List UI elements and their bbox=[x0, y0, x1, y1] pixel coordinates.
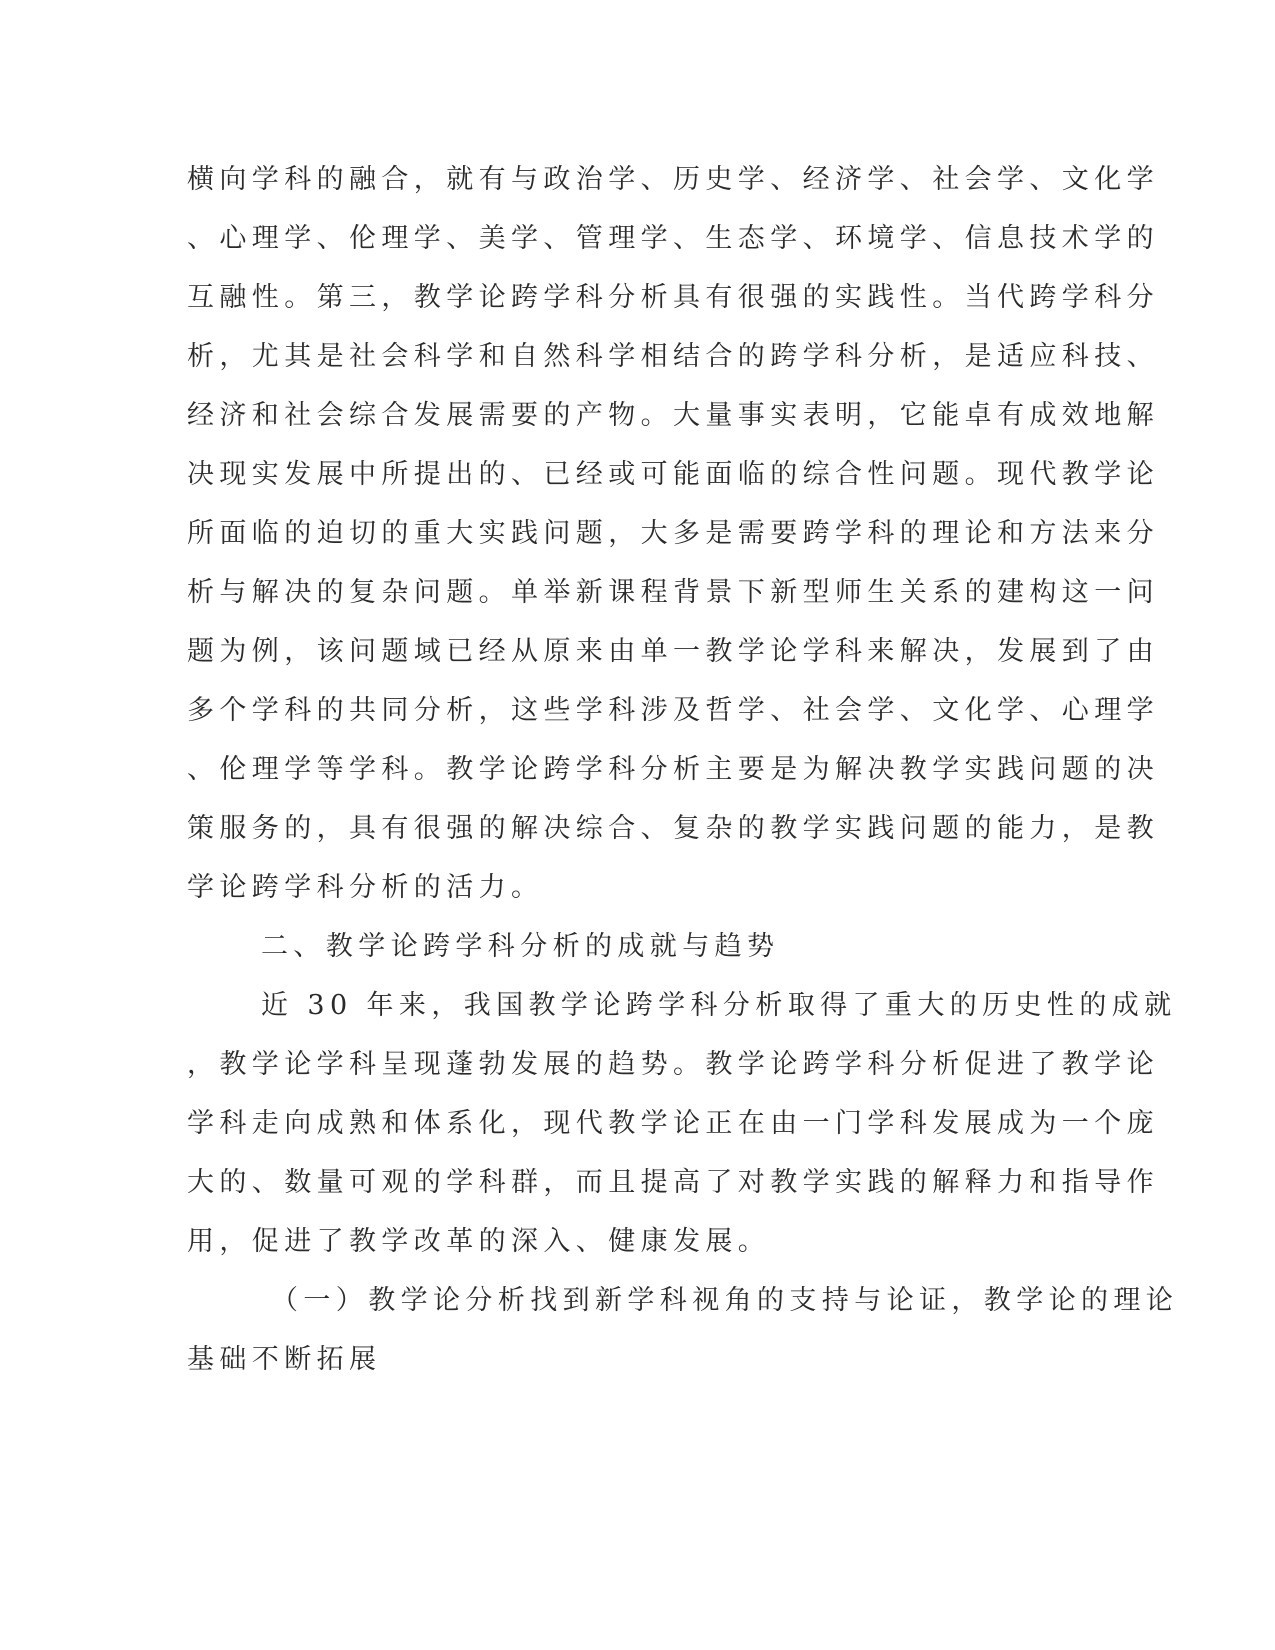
text-line: 题为例，该问题域已经从原来由单一教学论学科来解决，发展到了由 bbox=[187, 636, 1159, 667]
subsection-heading-continued: 基础不断拓展 bbox=[187, 1344, 382, 1375]
text-line: 学科走向成熟和体系化，现代教学论正在由一门学科发展成为一个庞 bbox=[187, 1108, 1159, 1139]
text-line: 近 30 年来，我国教学论跨学科分析取得了重大的历史性的成就 bbox=[261, 990, 1177, 1021]
text-line: 横向学科的融合，就有与政治学、历史学、经济学、社会学、文化学 bbox=[187, 164, 1159, 195]
text-line: 、伦理学等学科。教学论跨学科分析主要是为解决教学实践问题的决 bbox=[187, 754, 1159, 785]
text-line: ，教学论学科呈现蓬勃发展的趋势。教学论跨学科分析促进了教学论 bbox=[187, 1049, 1159, 1080]
text-line: 大的、数量可观的学科群，而且提高了对教学实践的解释力和指导作 bbox=[187, 1167, 1159, 1198]
text-line: 经济和社会综合发展需要的产物。大量事实表明，它能卓有成效地解 bbox=[187, 400, 1159, 431]
text-line: 、心理学、伦理学、美学、管理学、生态学、环境学、信息技术学的 bbox=[187, 223, 1159, 254]
text-line: 互融性。第三，教学论跨学科分析具有很强的实践性。当代跨学科分 bbox=[187, 282, 1159, 313]
text-line: 策服务的，具有很强的解决综合、复杂的教学实践问题的能力，是教 bbox=[187, 813, 1159, 844]
text-line: 析，尤其是社会科学和自然科学相结合的跨学科分析，是适应科技、 bbox=[187, 341, 1159, 372]
text-line: 析与解决的复杂问题。单举新课程背景下新型师生关系的建构这一问 bbox=[187, 577, 1159, 608]
text-line: 决现实发展中所提出的、已经或可能面临的综合性问题。现代教学论 bbox=[187, 459, 1159, 490]
text-line: 用，促进了教学改革的深入、健康发展。 bbox=[187, 1226, 771, 1257]
section-heading: 二、教学论跨学科分析的成就与趋势 bbox=[261, 931, 780, 962]
text-line: 多个学科的共同分析，这些学科涉及哲学、社会学、文化学、心理学 bbox=[187, 695, 1159, 726]
subsection-heading: （一）教学论分析找到新学科视角的支持与论证，教学论的理论 bbox=[271, 1285, 1179, 1316]
text-line: 所面临的迫切的重大实践问题，大多是需要跨学科的理论和方法来分 bbox=[187, 518, 1159, 549]
text-line: 学论跨学科分析的活力。 bbox=[187, 872, 544, 903]
